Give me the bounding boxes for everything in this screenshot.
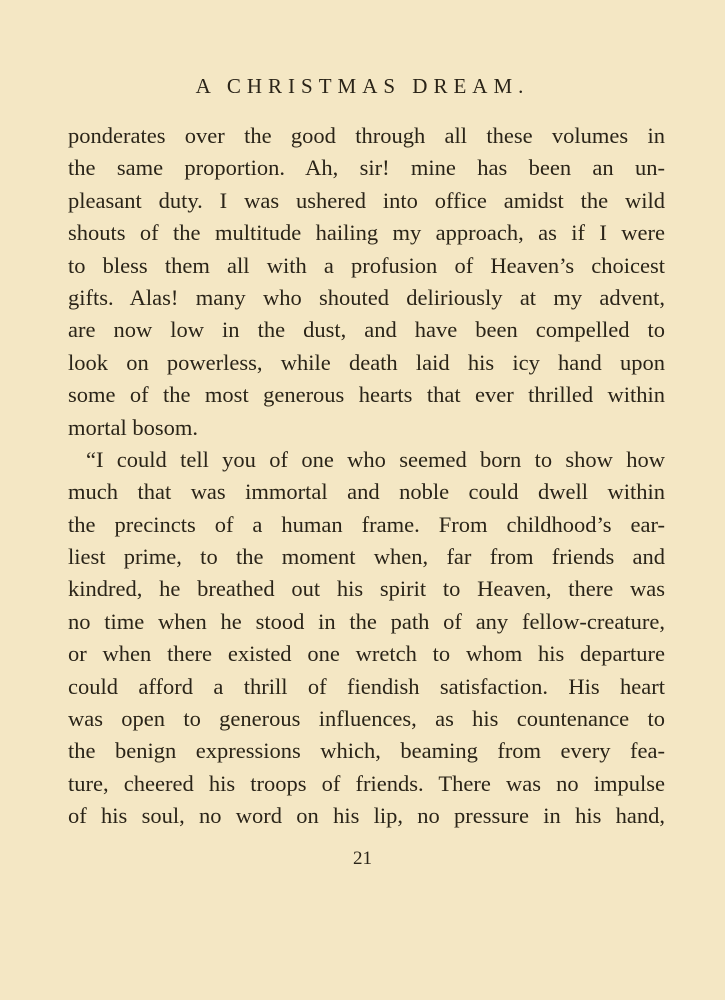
text-line: are now low in the dust, and have been compelled to	[68, 317, 665, 343]
text-line: kindred, he breathed out his spirit to Heaven, there was	[68, 576, 665, 602]
text-line: liest prime, to the moment when, far from friends and	[68, 544, 665, 570]
body-text	[68, 120, 665, 833]
text-line: gifts. Alas! many who shouted deliriously at my advent,	[68, 284, 665, 310]
text-line: look on powerless, while death laid his icy hand upon	[68, 349, 665, 375]
text-line: was open to generous influences, as his countenance to	[68, 706, 665, 732]
text-line: could afford a thrill of fiendish satisfaction. His heart	[68, 673, 665, 699]
page-number: 21	[353, 848, 372, 869]
text-line: ponderates over the good through all these volumes in	[68, 123, 665, 148]
running-head: A CHRISTMAS DREAM.	[195, 74, 530, 98]
text-line: some of the most generous hearts that ever thrilled within	[68, 382, 665, 408]
text-line: “I could tell you of one who seemed born to show how	[86, 446, 665, 472]
text-line: ture, cheered his troops of friends. There was no impulse	[68, 770, 665, 796]
text-line: to bless them all with a profusion of Heaven’s choicest	[68, 252, 665, 278]
text-line: the same proportion. Ah, sir! mine has been an un-	[68, 155, 665, 181]
text-line: much that was immortal and noble could dwell within	[68, 479, 665, 505]
text-line: the benign expressions which, beaming from every fea-	[68, 738, 665, 764]
text-line: of his soul, no word on his lip, no pressure in his hand,	[68, 803, 665, 829]
text-line: or when there existed one wretch to whom his departure	[68, 641, 665, 667]
text-line: the precincts of a human frame. From childhood’s ear-	[68, 511, 665, 537]
text-line: pleasant duty. I was ushered into office amidst the wild	[68, 187, 665, 213]
text-line: mortal bosom.	[68, 414, 198, 440]
text-line: shouts of the multitude hailing my approach, as if I were	[68, 220, 665, 246]
text-line: no time when he stood in the path of any fellow-creature,	[68, 608, 665, 634]
